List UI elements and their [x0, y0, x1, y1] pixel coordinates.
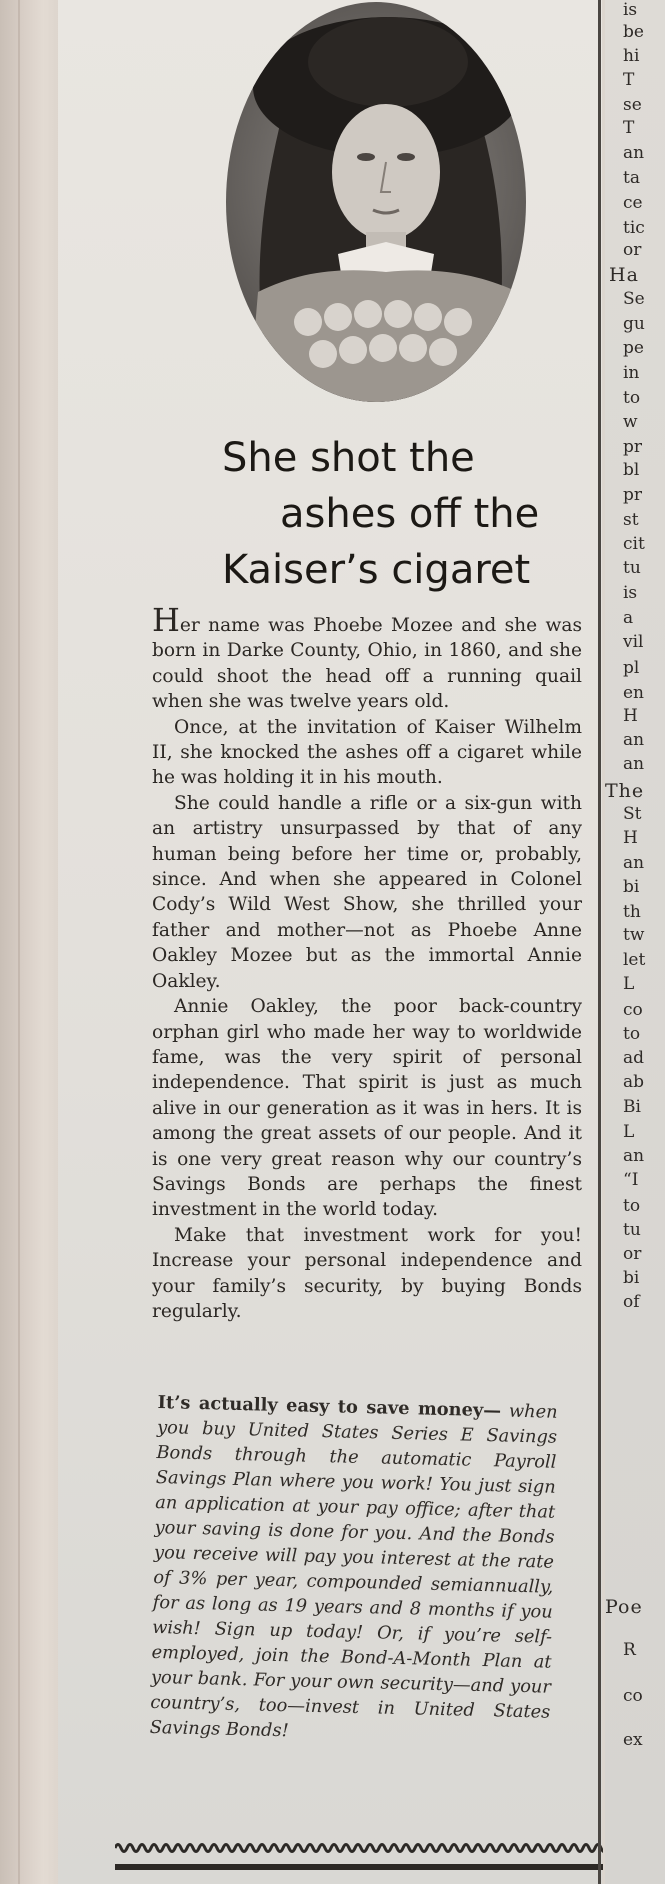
column-fragment: The — [605, 780, 645, 802]
column-fragment: pe — [623, 338, 644, 358]
column-fragment: in — [623, 363, 640, 383]
callout-text-2: you. And the Bonds you receive will pay you interest at the rate of 3% per year, compounded semiannually, for as long as 19 years and 8 months if you wish! Sign up today! Or, if you’re self-employed, join the Bond-A-Month Plan at your bank. For your own security—and your country’s, too—invest in United States Savings Bonds! — [149, 1522, 555, 1742]
column-fragment: Ha — [609, 264, 639, 286]
drop-cap: H — [152, 601, 180, 639]
portrait-photo — [188, 0, 564, 412]
column-fragment: or — [623, 1244, 642, 1264]
column-fragment: w — [623, 412, 638, 432]
column-fragment: St — [623, 804, 642, 824]
column-fragment: an — [623, 853, 645, 873]
paragraph-2: Once, at the invitation of Kaiser Wilhelm II, she knocked the ashes off a cigaret while he was holding it in his mouth. — [152, 716, 582, 789]
column-fragment: ex — [623, 1730, 643, 1750]
column-fragment: se — [623, 95, 642, 115]
column-fragment: H — [623, 828, 638, 848]
column-fragment: an — [623, 730, 645, 750]
article-headline — [200, 430, 560, 598]
headline-line-3: Kaiser’s cigaret — [222, 547, 531, 593]
column-fragment: R — [623, 1640, 636, 1660]
article-body — [152, 601, 582, 1324]
column-fragment: th — [623, 902, 641, 922]
column-fragment: to — [623, 1196, 641, 1216]
column-fragment: pr — [623, 485, 643, 505]
book-binding-edge — [0, 0, 58, 1884]
column-fragment: Se — [623, 289, 645, 309]
column-fragment: a — [623, 608, 634, 628]
column-fragment: bl — [623, 460, 640, 480]
column-fragment: “I — [623, 1170, 639, 1190]
column-fragment: T — [623, 118, 635, 138]
column-fragment: be — [623, 22, 644, 42]
column-fragment: Poe — [605, 1596, 643, 1618]
callout-text-1: when you buy United States Series E Savings Bonds through the automatic Payroll Savings Plan where you work! You just sign an application at your pay office; after that your saving is done — [154, 1400, 558, 1543]
column-fragment: H — [623, 706, 638, 726]
column-fragment: pr — [623, 437, 643, 457]
paragraph-1: Her name was Phoebe Mozee and she was born in Darke County, Ohio, in 1860, and she could shoot the head off a running quail when she was twelve years old. — [152, 601, 582, 713]
column-fragment: ta — [623, 168, 640, 188]
column-fragment: co — [623, 1686, 643, 1706]
column-fragment: L — [623, 1122, 635, 1142]
headline-line-2: ashes off the — [280, 491, 540, 537]
column-fragment: bi — [623, 877, 640, 897]
column-fragment: co — [623, 1000, 643, 1020]
bottom-rule — [115, 1864, 603, 1870]
column-fragment: vil — [623, 632, 644, 652]
callout-for: for — [341, 1521, 368, 1544]
column-fragment: of — [623, 1292, 640, 1312]
column-fragment: pl — [623, 658, 640, 678]
column-fragment: tu — [623, 558, 641, 578]
savings-bonds-callout — [149, 1390, 557, 1750]
callout-lead: It’s actually easy to save money— — [157, 1391, 502, 1422]
column-fragment: an — [623, 143, 645, 163]
column-fragment: ce — [623, 193, 643, 213]
column-fragment: bi — [623, 1268, 640, 1288]
column-fragment: is — [623, 583, 638, 603]
column-fragment: is — [623, 0, 638, 20]
column-fragment: to — [623, 388, 641, 408]
column-fragment: T — [623, 70, 635, 90]
wavy-border — [115, 1838, 603, 1858]
column-fragment: Bi — [623, 1097, 641, 1117]
column-fragment: st — [623, 510, 639, 530]
column-fragment: L — [623, 974, 635, 994]
column-fragment: an — [623, 1146, 645, 1166]
column-fragment: to — [623, 1024, 641, 1044]
paragraph-3: She could handle a rifle or a six-gun with an artistry unsurpassed by that of any human being before her time or, probably, since. And when she appeared in Colonel Cody’s Wild West Show, she thrilled your father and mother—not as Phoebe Anne Oakley Mozee but as the immortal Annie Oakley. — [152, 792, 582, 992]
column-fragment: ab — [623, 1072, 645, 1092]
column-fragment: tw — [623, 925, 645, 945]
headline-line-1: She shot the — [222, 435, 475, 481]
column-fragment: hi — [623, 46, 640, 66]
column-fragment: or — [623, 240, 642, 260]
column-fragment: gu — [623, 314, 645, 334]
column-fragment: tu — [623, 1220, 641, 1240]
column-rule — [598, 0, 601, 1884]
adjacent-column-fragments — [605, 0, 665, 1884]
column-fragment: cit — [623, 534, 645, 554]
column-fragment: ad — [623, 1048, 645, 1068]
paragraph-5: Make that investment work for you! Increase your personal independence and your family’s security, by buying Bonds regularly. — [152, 1224, 582, 1322]
column-fragment: en — [623, 683, 645, 703]
column-fragment: let — [623, 950, 646, 970]
paragraph-4: Annie Oakley, the poor back-country orphan girl who made her way to worldwide fame, was the very spirit of personal independence. That spirit is just as much alive in our generation as it was in hers. It is among the great assets of our people. And it is one very great reason why our country’s Savings Bonds are perhaps the finest investment in the world today. — [152, 996, 582, 1221]
column-fragment: an — [623, 754, 645, 774]
column-fragment: tic — [623, 218, 645, 238]
